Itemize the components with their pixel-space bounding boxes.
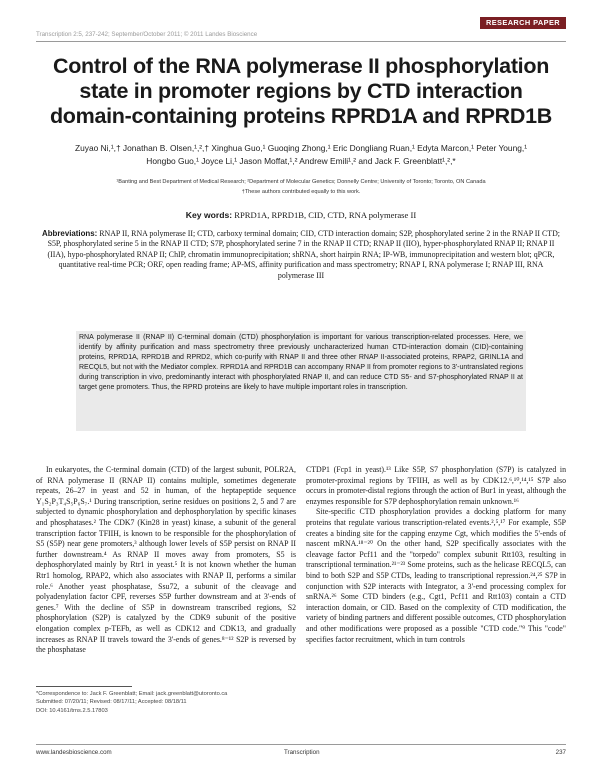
- abstract-box: RNA polymerase II (RNAP II) C-terminal domain (CTD) phosphorylation is important for various transcription-related processes. Here, we identify by affinity purification and mass spectrometry three previously uncharacterized human CTD-interaction domain (CID)-containing proteins, RPRD1A, RPRD1B and RPRD2, which co-purify with RNAP II and three other RNAP II-associated proteins, RPAP2, GRINL1A and RECQL5, but not with the Mediator complex. RPRD1A and RPRD1B can accompany RNAP II from promoter regions to 3'-untranslated regions during transcription in vivo, predominantly interact with phosphorylated RNAP II, and can reduce CTD S5- and S7-phosphorylated RNAP II at target gene promoters. Thus, the RPRD proteins are likely to have multiple important roles in transcription.: [76, 331, 526, 431]
- body-paragraph: Site-specific CTD phosphorylation provides a docking platform for many proteins that regulate various transcription-related events.²,⁵,¹⁷ For example, S5P creates a binding site for the capping enzyme Cgt, which modifies the 5'-ends of nascent mRNA.¹⁸⁻²⁰ On the other hand, S2P specifically associates with the cleavage factor Pcf11 and the "torpedo" complex subunit Rtt103, resulting in transcriptional termination.²¹⁻²³ Some proteins, such as the helicase RECQL5, can bind to both S2P and S5P CTDs, leading to transcriptional repression.²⁴,²⁵ S7P in conjunction with S2P interacts with Integrator, a 3'-end processing complex for snRNA.²⁶ Some CTD binders (e.g., Cgt1, Pcf11 and Rtt103) contain a CTD interaction domain, or CID. Based on the complexity of CTD modification, the variety of binding partners and different possible outcomes, CTD phosphorylation and other modifications were proposed as a possible "CTD code."⁹ This "code" specifies factor recruitment, which in turn controls: [306, 507, 566, 644]
- body-paragraph: CTDP1 (Fcp1 in yeast).¹³ Like S5P, S7 phosphorylation (S7P) is catalyzed in promoter-proximal regions by TFIIH, as well as by CDK12.⁶,¹⁰,¹⁴,¹⁵ S7P also occurs in promoter-distal regions through the action of Bur1 in yeast, although the enzymes responsible for S7P dephosphorylation remain unknown.¹⁶: [306, 465, 566, 506]
- author-line-2: Hongbo Guo,¹ Joyce Li,¹ Jason Moffat,¹,² Andrew Emili¹,² and Jack F. Greenblatt¹,²,*: [146, 156, 456, 166]
- keywords-text: RPRD1A, RPRD1B, CID, CTD, RNA polymerase II: [234, 210, 417, 220]
- affiliations: ¹Banting and Best Department of Medical Research; ²Department of Molecular Genetics; Donnelly Centre; University of Toronto; Toronto, ON Canada: [116, 179, 486, 185]
- abbreviations-label: Abbreviations:: [42, 229, 98, 238]
- body-paragraph: In eukaryotes, the C-terminal domain (CTD) of the largest subunit, POLR2A, of RNA polymerase II (RNAP II) contains multiple, sometimes degenerate repeats, 26–27 in yeast and 52 in human, of the heptapeptide sequence Y₁S₂P₃T₄S₅P₆S₇.¹ During transcription, serine residues on positions 2, 5 and 7 are subjected to dynamic phosphorylation and dephosphorylation by specific kinases and phosphatases.² The CDK7 (Kin28 in yeast) kinase, a subunit of the general transcription factor TFIIH, is known to be responsible for the phosphorylation of S5 (S5P) near gene promoters,³ although lower levels of S5P persist on RNAP II further downstream.⁴ As RNAP II moves away from promoters, S5 is dephosphorylated mainly by Rtr1 in yeast.⁵ It is not known whether the human Rtr1 homolog, RPAP2, which also associates with RNAP II, performs a similar role.⁶ Another yeast phosphatase, Ssu72, a subunit of the cleavage and polyadenylation factor CPF, reverses S5P further downstream and at 3'-ends of genes.⁷ With the decline of S5P in downstream transcribed regions, S2 phosphorylation (S2P) is catalyzed by the CDK9 subunit of the positive elongation complex p-TEFb, as well as CDK12 and CDK13, and gradually increases as RNAP II travels toward the 3'-ends of genes.⁸⁻¹² S2P is reversed by the phosphatase: [36, 465, 296, 655]
- footer-journal: Transcription: [284, 749, 320, 756]
- footnotes: [36, 690, 296, 715]
- article-title: Control of the RNA polymerase II phosphorylation state in promoter regions by CTD interaction domain-containing proteins RPRD1A and RPRD1B: [49, 54, 553, 128]
- abbreviations-text: RNAP II, RNA polymerase II; CTD, carboxy terminal domain; CID, CTD interaction domain; S2P, phosphorylated serine 2 in the RNAP II CTD; S5P, phosphorylated serine 5 in the RNAP II CTD; S7P, phosphorylated serine 7 in the RNAP II CTD; RNAP II (IIO), hyper-phosphorylated RNAP II; RNAP II (IIA), hypo-phosphorylated RNAP II; ChIP, chromatin immunoprecipitation; shRNA, short hairpin RNA; IP-WB, immunoprecipitation and western blot; qPCR, quantitative real-time PCR; ORF, open reading frame; AP-MS, affinity purification and mass spectrometry; RNAP I, RNA polymerase I; RNAP III, RNA polymerase III: [47, 229, 560, 280]
- body-column-right: [306, 465, 566, 645]
- footer-url: www.landesbioscience.com: [36, 749, 112, 756]
- keywords: [36, 210, 566, 220]
- author-line-1: Zuyao Ni,¹,† Jonathan B. Olsen,¹,²,† Xinghua Guo,¹ Guoqing Zhong,¹ Eric Dongliang Ruan,¹ Edyta Marcon,¹ Peter Young,¹: [74, 143, 528, 153]
- journal-citation: Transcription 2:5, 237-242; September/October 2011; © 2011 Landes Bioscience: [36, 31, 258, 38]
- submission-dates: Submitted: 07/20/11; Revised: 08/17/11; Accepted: 08/18/11: [36, 699, 187, 706]
- footer-rule: [36, 744, 566, 745]
- doi: DOI: 10.4161/trns.2.5.17803: [36, 707, 108, 714]
- footnote-rule: [36, 686, 132, 687]
- keywords-label: Key words:: [185, 210, 233, 220]
- article-type-badge: RESEARCH PAPER: [480, 17, 566, 29]
- correspondence: *Correspondence to: Jack F. Greenblatt; Email: jack.greenblatt@utoronto.ca: [36, 691, 228, 697]
- author-list: [40, 142, 562, 168]
- page-number: 237: [555, 749, 566, 756]
- body-column-left: [36, 465, 296, 656]
- abbreviations: [40, 229, 562, 281]
- equal-contribution-note: †These authors contributed equally to this work.: [241, 189, 361, 195]
- header-rule: [36, 41, 566, 42]
